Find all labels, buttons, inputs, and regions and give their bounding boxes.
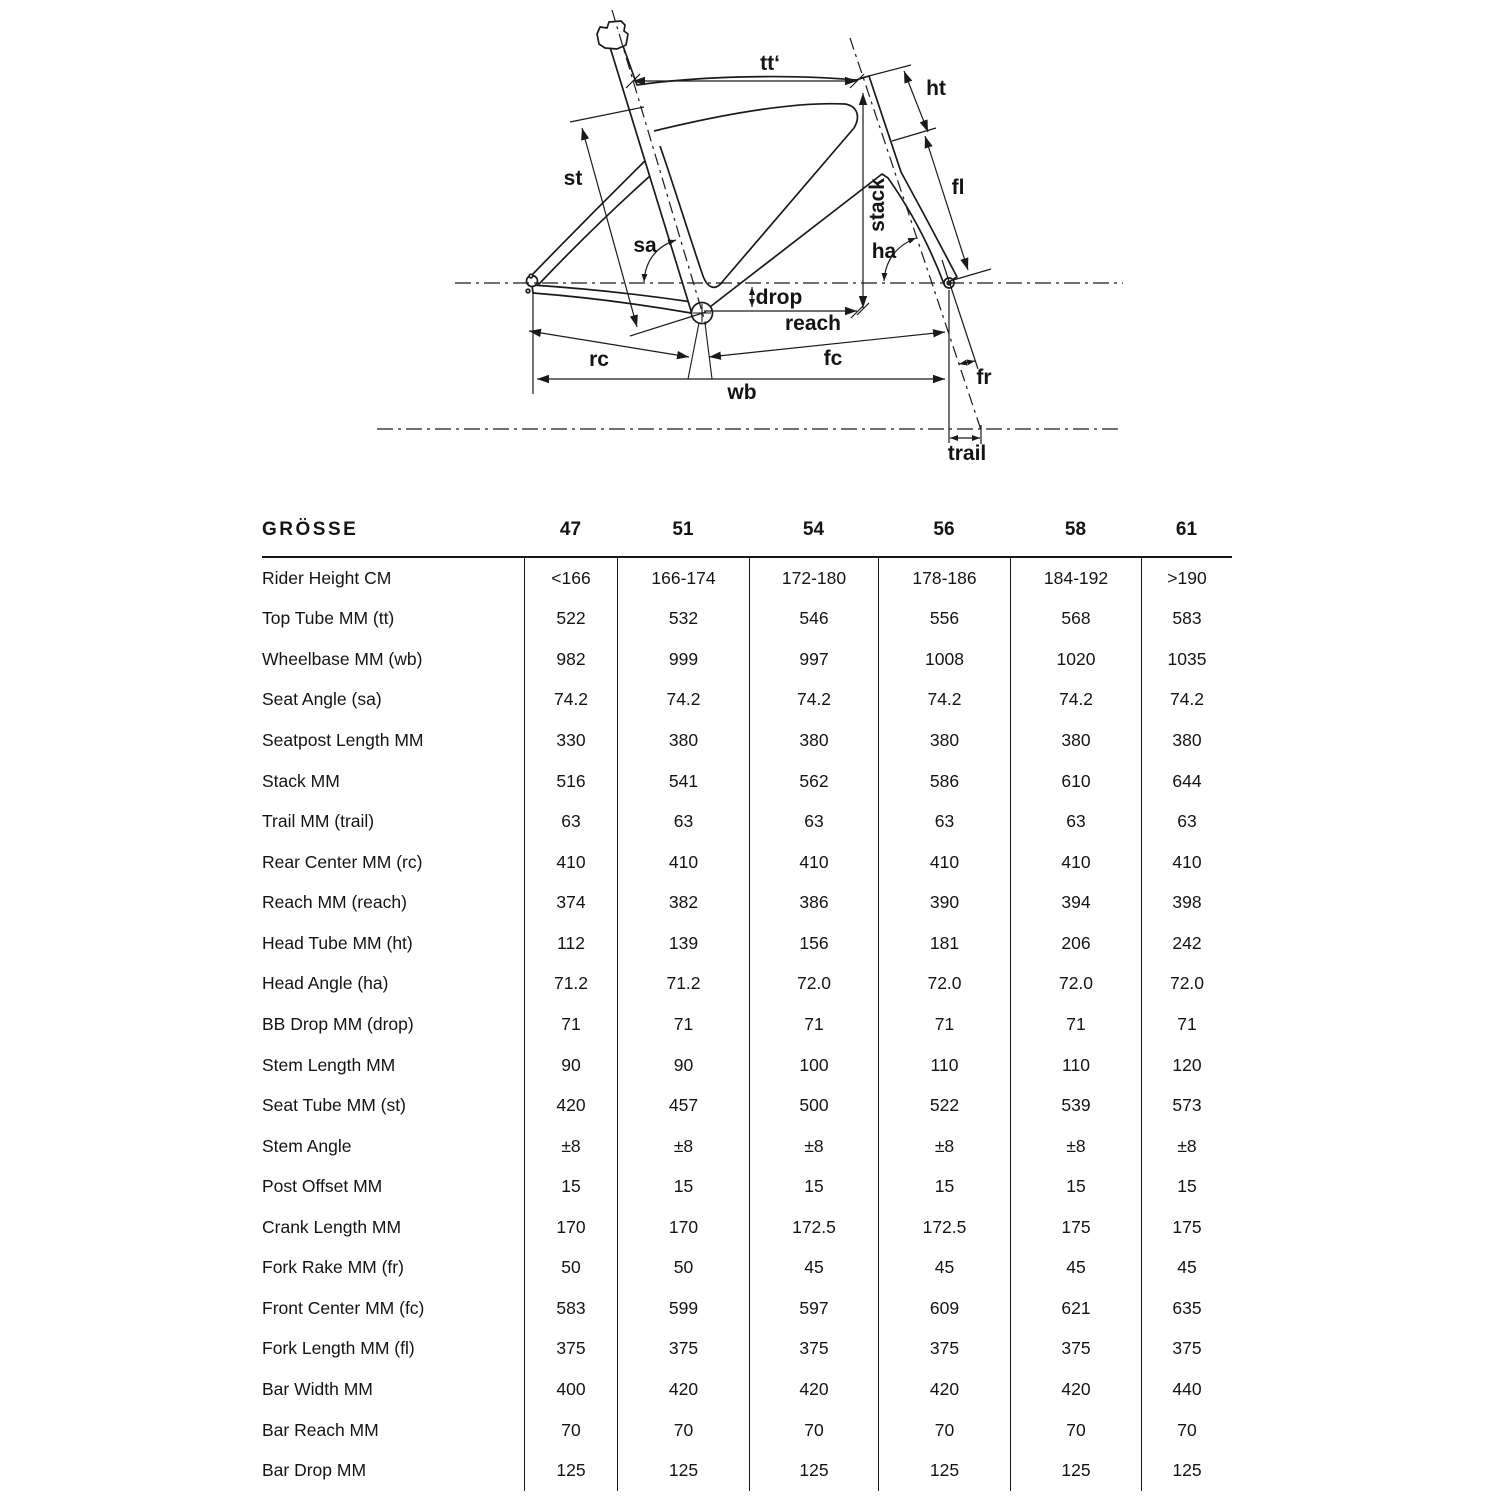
fr-dimension: [959, 361, 975, 364]
row-value: 112: [524, 923, 617, 964]
row-label: Rider Height CM: [262, 567, 392, 588]
row-value: 72.0: [749, 964, 878, 1005]
row-value: 70: [1141, 1410, 1232, 1451]
row-value: 125: [524, 1450, 617, 1491]
row-value: 410: [617, 842, 749, 883]
row-value: 15: [1141, 1166, 1232, 1207]
row-value: 15: [878, 1166, 1010, 1207]
row-label: Seatpost Length MM: [262, 730, 424, 751]
row-value: 90: [617, 1045, 749, 1086]
row-value: 583: [1141, 599, 1232, 640]
row-value: 50: [617, 1248, 749, 1289]
row-value: 175: [1010, 1207, 1141, 1248]
table-header-size-51: 51: [672, 519, 694, 540]
row-value: 410: [878, 842, 1010, 883]
row-value: 63: [1010, 801, 1141, 842]
row-value: 70: [878, 1410, 1010, 1451]
row-value: 410: [1141, 842, 1232, 883]
row-value: 125: [749, 1450, 878, 1491]
table-header-size-47: 47: [559, 519, 582, 540]
row-value: 541: [617, 761, 749, 802]
label-st: st: [563, 167, 583, 190]
row-value: 125: [1141, 1450, 1232, 1491]
row-label: Crank Length MM: [262, 1216, 402, 1237]
table-row: [262, 1288, 1232, 1329]
row-label: Trail MM (trail): [262, 811, 375, 832]
row-value: 15: [749, 1166, 878, 1207]
table-row: [262, 1126, 1232, 1167]
label-ht: ht: [926, 77, 946, 100]
table-row: [262, 1410, 1232, 1451]
label-reach: reach: [784, 312, 842, 335]
row-value: 1008: [878, 639, 1010, 680]
dimension-labels: [564, 52, 992, 465]
row-value: 999: [617, 639, 749, 680]
table-header-size-58: 58: [1064, 519, 1087, 540]
row-value: 63: [617, 801, 749, 842]
row-value: 72.0: [1010, 964, 1141, 1005]
row-label: Bar Reach MM: [262, 1419, 379, 1440]
row-value: 166-174: [617, 558, 749, 599]
row-value: 63: [1141, 801, 1232, 842]
row-value: 74.2: [749, 680, 878, 721]
row-value: ±8: [524, 1126, 617, 1167]
row-value: 120: [1141, 1045, 1232, 1086]
row-value: 15: [617, 1166, 749, 1207]
row-label: Stem Length MM: [262, 1054, 396, 1075]
row-label: Seat Angle (sa): [262, 689, 382, 710]
row-value: 100: [749, 1045, 878, 1086]
row-value: 178-186: [878, 558, 1010, 599]
row-value: 380: [1141, 720, 1232, 761]
row-value: 457: [617, 1085, 749, 1126]
row-value: 175: [1141, 1207, 1232, 1248]
row-value: 330: [524, 720, 617, 761]
label-stack: stack: [866, 178, 889, 232]
table-row: [262, 720, 1232, 761]
table-row: [262, 1369, 1232, 1410]
reach-slash-tick: [851, 306, 863, 318]
row-label: Fork Length MM (fl): [262, 1338, 415, 1359]
row-value: 532: [617, 599, 749, 640]
row-value: 380: [1010, 720, 1141, 761]
row-value: 170: [617, 1207, 749, 1248]
row-value: 420: [1010, 1369, 1141, 1410]
row-value: 386: [749, 883, 878, 924]
row-label: Top Tube MM (tt): [262, 608, 395, 629]
row-value: 500: [749, 1085, 878, 1126]
label-rc: rc: [589, 348, 609, 371]
row-value: 375: [878, 1329, 1010, 1370]
row-value: 71: [878, 1004, 1010, 1045]
rear-dropout-bolt-bottom: [526, 289, 530, 293]
table-row: [262, 639, 1232, 680]
row-value: 125: [878, 1450, 1010, 1491]
row-value: >190: [1141, 558, 1232, 599]
row-value: ±8: [617, 1126, 749, 1167]
row-label: Head Angle (ha): [262, 973, 389, 994]
table-body: [262, 558, 1232, 1491]
row-value: 139: [617, 923, 749, 964]
frame-geometry-diagram: [0, 0, 1500, 500]
row-value: ±8: [1141, 1126, 1232, 1167]
label-trail: trail: [947, 442, 987, 465]
row-label: Head Tube MM (ht): [262, 932, 413, 953]
label-tt-prime: tt‘: [760, 52, 780, 75]
row-value: 63: [878, 801, 1010, 842]
row-value: 420: [524, 1085, 617, 1126]
table-row: [262, 923, 1232, 964]
row-value: 72.0: [878, 964, 1010, 1005]
row-value: 982: [524, 639, 617, 680]
row-value: 172.5: [878, 1207, 1010, 1248]
row-value: 70: [524, 1410, 617, 1451]
st-extension-bottom: [630, 312, 706, 336]
row-label: Wheelbase MM (wb): [262, 648, 423, 669]
row-value: 71: [1010, 1004, 1141, 1045]
row-value: 172-180: [749, 558, 878, 599]
row-value: 206: [1010, 923, 1141, 964]
row-value: 375: [1141, 1329, 1232, 1370]
row-value: 70: [749, 1410, 878, 1451]
table-row: [262, 883, 1232, 924]
ht-dimension: [904, 71, 928, 132]
row-label: Front Center MM (fc): [262, 1297, 425, 1318]
row-value: 410: [1010, 842, 1141, 883]
row-value: 184-192: [1010, 558, 1141, 599]
row-value: 181: [878, 923, 1010, 964]
row-value: 71: [1141, 1004, 1232, 1045]
table-header-size-61: 61: [1175, 519, 1198, 540]
seatpost-clamp: [597, 21, 628, 49]
row-value: 410: [524, 842, 617, 883]
table-row: [262, 558, 1232, 599]
bike-frame-drawing: [526, 21, 957, 324]
table-row: [262, 1085, 1232, 1126]
row-value: 74.2: [878, 680, 1010, 721]
label-drop: drop: [755, 286, 803, 309]
label-sa: sa: [633, 234, 657, 257]
row-label: Post Offset MM: [262, 1176, 383, 1197]
row-value: 50: [524, 1248, 617, 1289]
row-value: 1035: [1141, 639, 1232, 680]
row-label: Fork Rake MM (fr): [262, 1257, 404, 1278]
label-ha: ha: [871, 240, 897, 263]
row-value: 15: [1010, 1166, 1141, 1207]
row-value: 610: [1010, 761, 1141, 802]
seat-tube-extension-lines: [688, 323, 712, 379]
row-label: BB Drop MM (drop): [262, 1013, 414, 1034]
row-value: 45: [749, 1248, 878, 1289]
row-value: 71: [524, 1004, 617, 1045]
row-value: 400: [524, 1369, 617, 1410]
table-header-size-56: 56: [933, 519, 955, 540]
row-value: 556: [878, 599, 1010, 640]
ht-extension-top: [861, 65, 911, 78]
row-value: 63: [524, 801, 617, 842]
row-value: 562: [749, 761, 878, 802]
table-row: [262, 1207, 1232, 1248]
row-value: 394: [1010, 883, 1141, 924]
row-value: 410: [749, 842, 878, 883]
row-value: 15: [524, 1166, 617, 1207]
row-value: 568: [1010, 599, 1141, 640]
seat-stay: [531, 155, 660, 284]
row-value: 74.2: [524, 680, 617, 721]
row-value: 420: [617, 1369, 749, 1410]
row-value: ±8: [749, 1126, 878, 1167]
table-row: [262, 599, 1232, 640]
table-header-size-label: GRÖSSE: [262, 519, 359, 540]
row-value: 522: [878, 1085, 1010, 1126]
row-value: 539: [1010, 1085, 1141, 1126]
row-label: Bar Drop MM: [262, 1460, 367, 1481]
row-value: 522: [524, 599, 617, 640]
row-value: 375: [524, 1329, 617, 1370]
row-value: <166: [524, 558, 617, 599]
row-value: 398: [1141, 883, 1232, 924]
row-value: 609: [878, 1288, 1010, 1329]
label-wb: wb: [727, 381, 757, 404]
table-header-size-54: 54: [802, 519, 825, 540]
table-row: [262, 1450, 1232, 1491]
chain-stay: [532, 285, 692, 313]
row-value: 621: [1010, 1288, 1141, 1329]
row-value: 380: [749, 720, 878, 761]
row-value: 440: [1141, 1369, 1232, 1410]
row-value: 597: [749, 1288, 878, 1329]
row-value: 635: [1141, 1288, 1232, 1329]
row-value: 70: [1010, 1410, 1141, 1451]
row-value: 242: [1141, 923, 1232, 964]
row-value: ±8: [1010, 1126, 1141, 1167]
row-value: 380: [878, 720, 1010, 761]
row-value: 546: [749, 599, 878, 640]
row-value: 70: [617, 1410, 749, 1451]
row-value: 380: [617, 720, 749, 761]
row-value: 382: [617, 883, 749, 924]
table-row: [262, 964, 1232, 1005]
row-value: 90: [524, 1045, 617, 1086]
table-row: [262, 842, 1232, 883]
table-row: [262, 680, 1232, 721]
row-label: Reach MM (reach): [262, 892, 407, 913]
row-value: 45: [878, 1248, 1010, 1289]
main-frame: [606, 32, 957, 317]
row-value: 71: [617, 1004, 749, 1045]
fork-offset-parallel-line: [942, 260, 978, 369]
table-row: [262, 801, 1232, 842]
row-value: 172.5: [749, 1207, 878, 1248]
row-label: Seat Tube MM (st): [262, 1095, 406, 1116]
row-value: 110: [1010, 1045, 1141, 1086]
row-value: 74.2: [1010, 680, 1141, 721]
row-label: Stack MM: [262, 770, 340, 791]
row-value: 390: [878, 883, 1010, 924]
row-value: 586: [878, 761, 1010, 802]
rear-dropout-bolt-top: [529, 274, 533, 278]
row-value: 156: [749, 923, 878, 964]
row-value: 71.2: [617, 964, 749, 1005]
row-value: 375: [749, 1329, 878, 1370]
table-row: [262, 1045, 1232, 1086]
label-fl: fl: [951, 176, 965, 199]
row-value: 583: [524, 1288, 617, 1329]
frame-geometry-svg: [0, 0, 1500, 500]
row-value: 125: [617, 1450, 749, 1491]
table-row: [262, 1004, 1232, 1045]
row-value: 170: [524, 1207, 617, 1248]
table-row: [262, 1248, 1232, 1289]
row-value: 110: [878, 1045, 1010, 1086]
table-header-row: [262, 504, 1232, 558]
ht-extension-bottom: [892, 128, 936, 141]
row-value: 71.2: [524, 964, 617, 1005]
row-value: ±8: [878, 1126, 1010, 1167]
steering-axis: [850, 38, 981, 430]
row-value: 420: [878, 1369, 1010, 1410]
row-value: 420: [749, 1369, 878, 1410]
row-value: 45: [1141, 1248, 1232, 1289]
row-value: 644: [1141, 761, 1232, 802]
table-row: [262, 761, 1232, 802]
row-value: 374: [524, 883, 617, 924]
row-value: 45: [1010, 1248, 1141, 1289]
row-value: 375: [1010, 1329, 1141, 1370]
row-label: Bar Width MM: [262, 1379, 373, 1400]
row-value: 74.2: [1141, 680, 1232, 721]
label-fc: fc: [823, 347, 843, 370]
row-value: 599: [617, 1288, 749, 1329]
label-fr: fr: [976, 366, 992, 389]
row-value: 63: [749, 801, 878, 842]
row-value: 516: [524, 761, 617, 802]
row-label: Stem Angle: [262, 1135, 352, 1156]
row-value: 573: [1141, 1085, 1232, 1126]
row-value: 71: [749, 1004, 878, 1045]
row-value: 1020: [1010, 639, 1141, 680]
row-value: 375: [617, 1329, 749, 1370]
geometry-table: [262, 504, 1232, 1491]
rc-dimension: [529, 331, 689, 357]
table-row: [262, 1166, 1232, 1207]
table-row: [262, 1329, 1232, 1370]
row-label: Rear Center MM (rc): [262, 851, 423, 872]
row-value: 72.0: [1141, 964, 1232, 1005]
row-value: 125: [1010, 1450, 1141, 1491]
row-value: 997: [749, 639, 878, 680]
row-value: 74.2: [617, 680, 749, 721]
